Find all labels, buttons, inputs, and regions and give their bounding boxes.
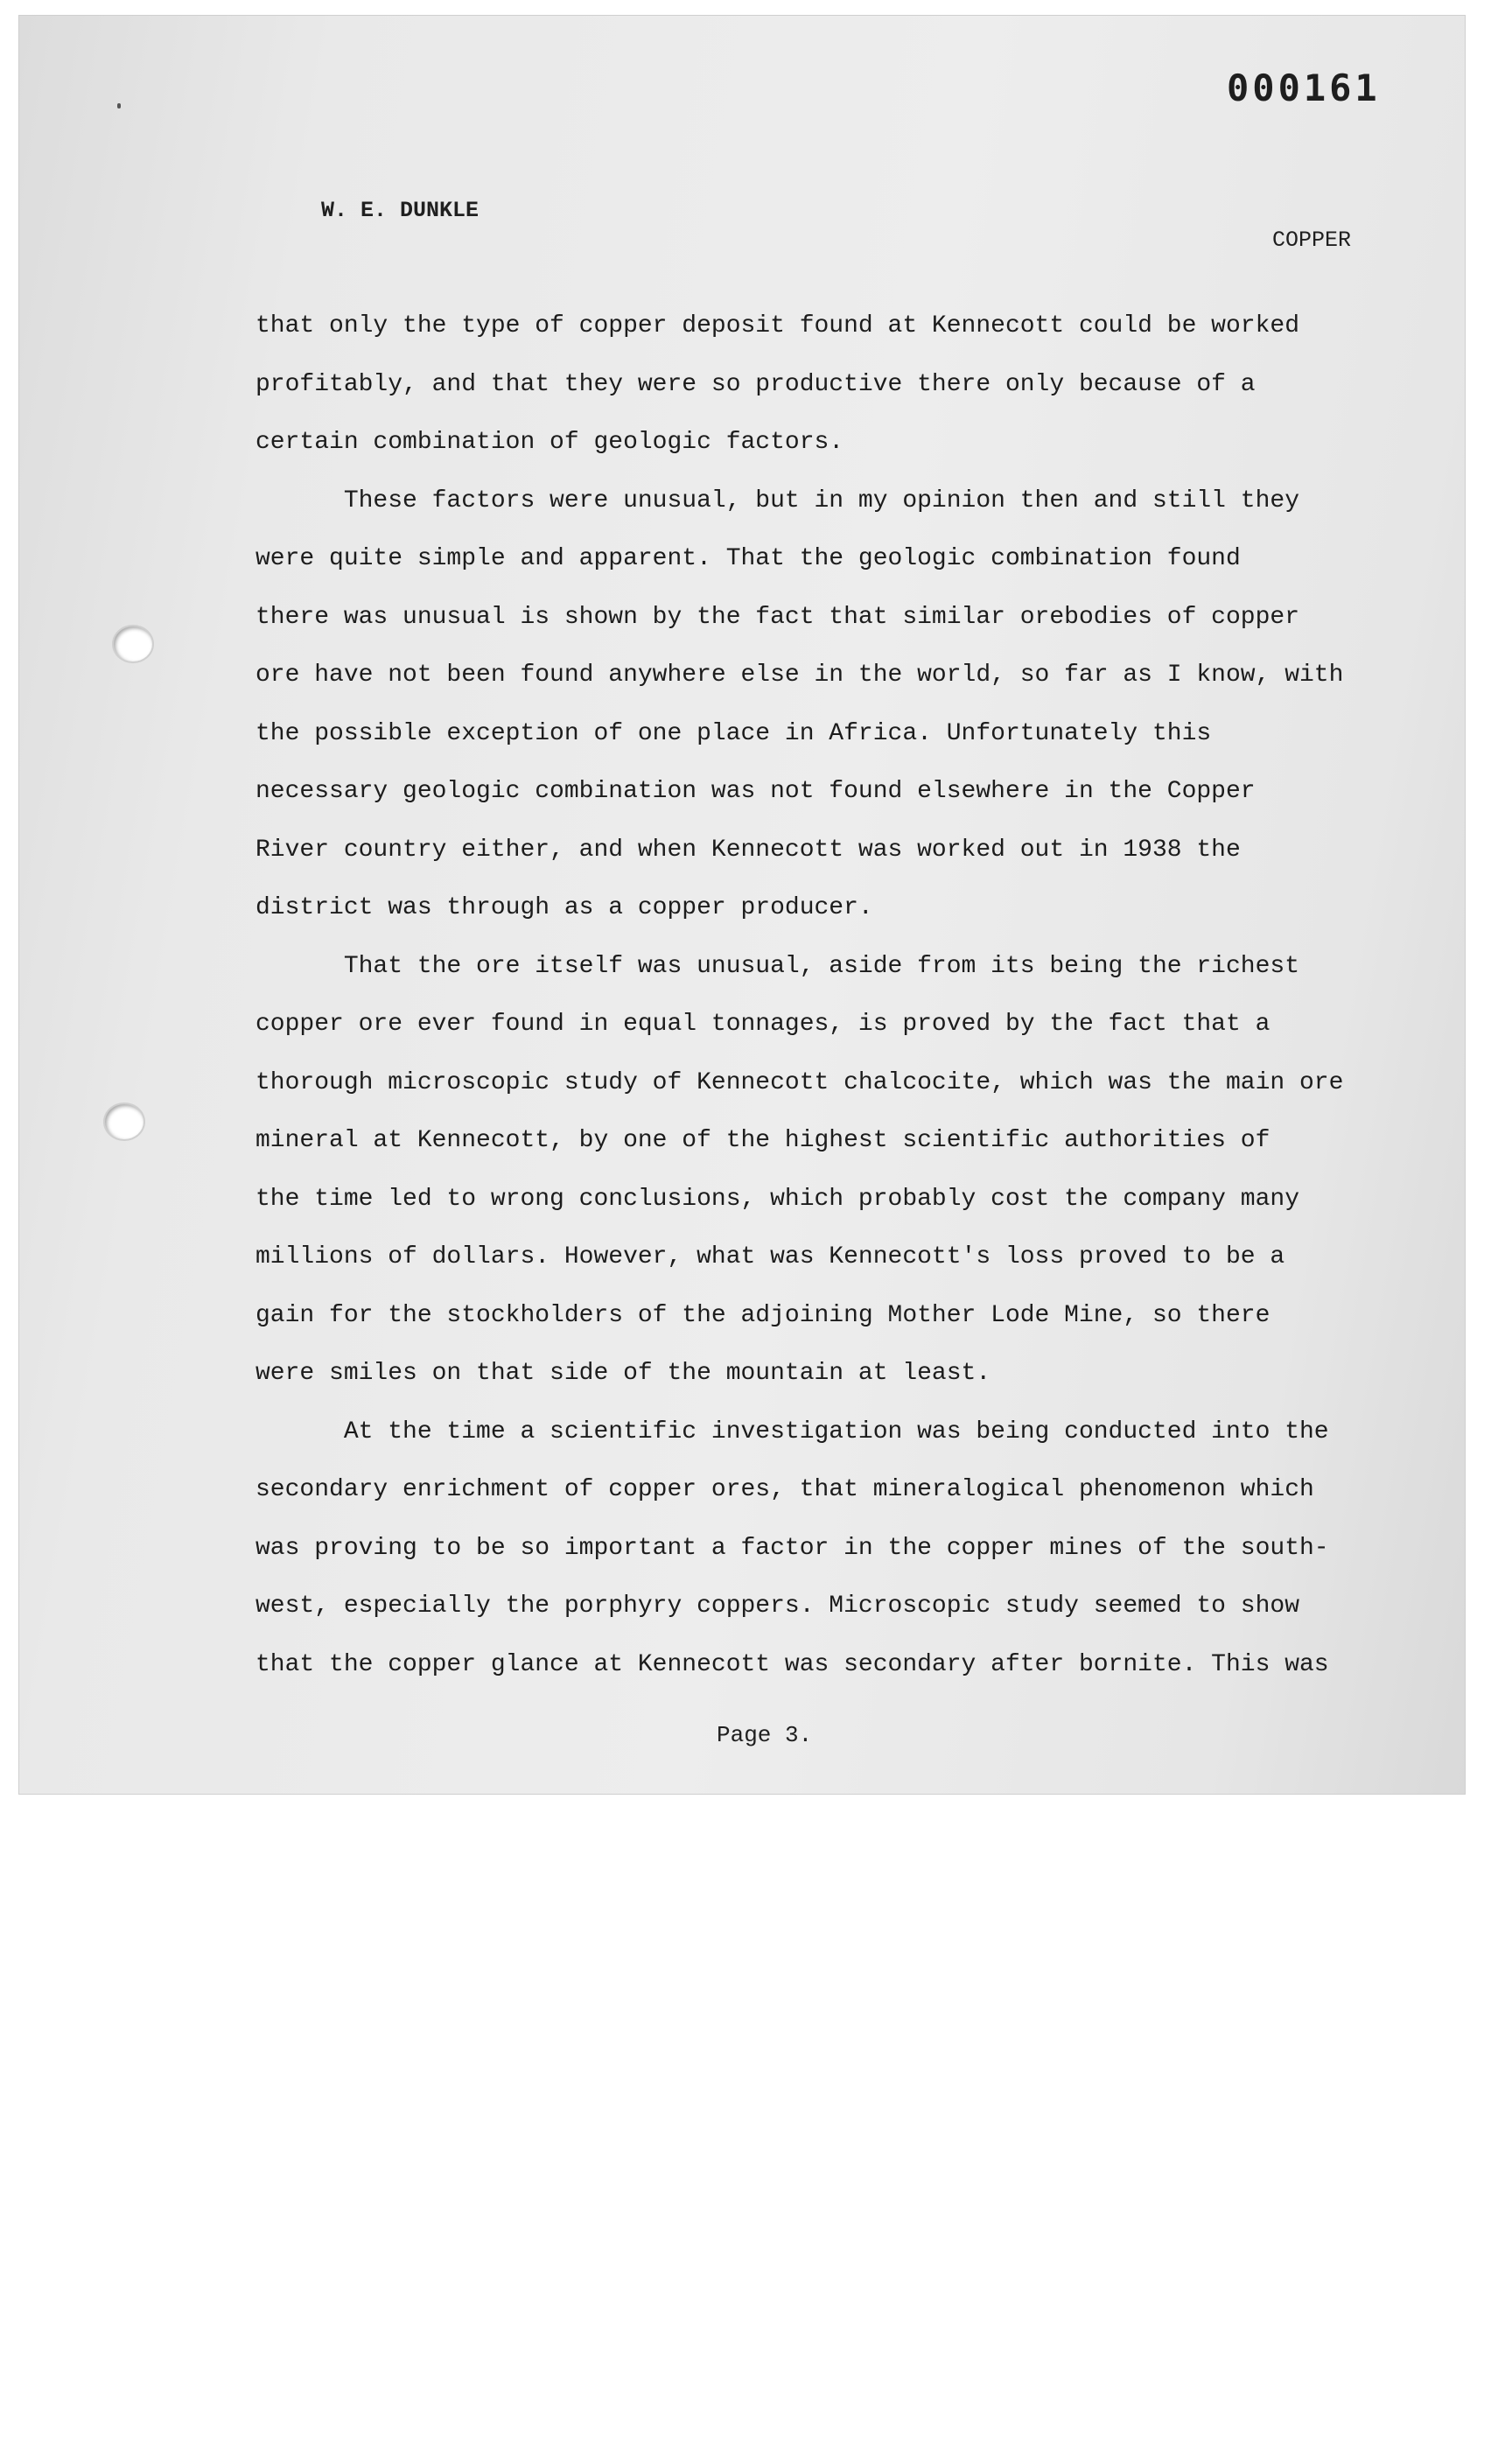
text-line: there was unusual is shown by the fact that similar orebodies of copper xyxy=(256,603,1299,631)
paper-speck xyxy=(117,103,121,108)
text-line: the time led to wrong conclusions, which probably cost the company many xyxy=(256,1185,1299,1213)
body-text xyxy=(256,298,1393,1694)
punch-hole xyxy=(105,1104,144,1139)
text-line: profitably, and that they were so productive there only because of a xyxy=(256,370,1256,398)
punch-hole xyxy=(114,626,152,662)
archive-stamp: 000161 xyxy=(1227,66,1381,109)
subject-header: COPPER xyxy=(1272,228,1352,253)
text-line: were smiles on that side of the mountain at least. xyxy=(256,1360,991,1387)
text-line: millions of dollars. However, what was Kennecott's loss proved to be a xyxy=(256,1243,1285,1270)
text-line: that only the type of copper deposit found at Kennecott could be worked xyxy=(256,312,1299,340)
text-line: ore have not been found anywhere else in the world, so far as I know, with xyxy=(256,662,1344,689)
text-line: These factors were unusual, but in my opinion then and still they xyxy=(256,486,1299,514)
text-line: copper ore ever found in equal tonnages, is proved by the fact that a xyxy=(256,1011,1270,1038)
text-line: district was through as a copper producer. xyxy=(256,894,873,921)
text-line: River country either, and when Kennecott was worked out in 1938 the xyxy=(256,836,1241,864)
text-line: necessary geologic combination was not found elsewhere in the Copper xyxy=(256,778,1256,805)
document-page xyxy=(19,16,1465,1794)
text-line: the possible exception of one place in Africa. Unfortunately this xyxy=(256,719,1212,747)
text-line: secondary enrichment of copper ores, that mineralogical phenomenon which xyxy=(256,1476,1314,1503)
author-header: W. E. DUNKLE xyxy=(321,198,480,223)
text-line: That the ore itself was unusual, aside from its being the richest xyxy=(256,952,1299,980)
text-line: certain combination of geologic factors. xyxy=(256,429,844,456)
text-line: was proving to be so important a factor in the copper mines of the south- xyxy=(256,1534,1329,1562)
text-line: thorough microscopic study of Kennecott chalcocite, which was the main ore xyxy=(256,1068,1344,1096)
text-line: At the time a scientific investigation was being conducted into the xyxy=(256,1418,1329,1446)
text-line: west, especially the porphyry coppers. Microscopic study seemed to show xyxy=(256,1592,1299,1620)
text-line: mineral at Kennecott, by one of the highest scientific authorities of xyxy=(256,1127,1270,1154)
text-line: gain for the stockholders of the adjoining Mother Lode Mine, so there xyxy=(256,1301,1270,1329)
page-number: Page 3. xyxy=(717,1722,813,1748)
text-line: were quite simple and apparent. That the geologic combination found xyxy=(256,545,1241,572)
text-line: that the copper glance at Kennecott was secondary after bornite. This was xyxy=(256,1650,1329,1678)
bleed-through-mark xyxy=(194,243,1244,266)
